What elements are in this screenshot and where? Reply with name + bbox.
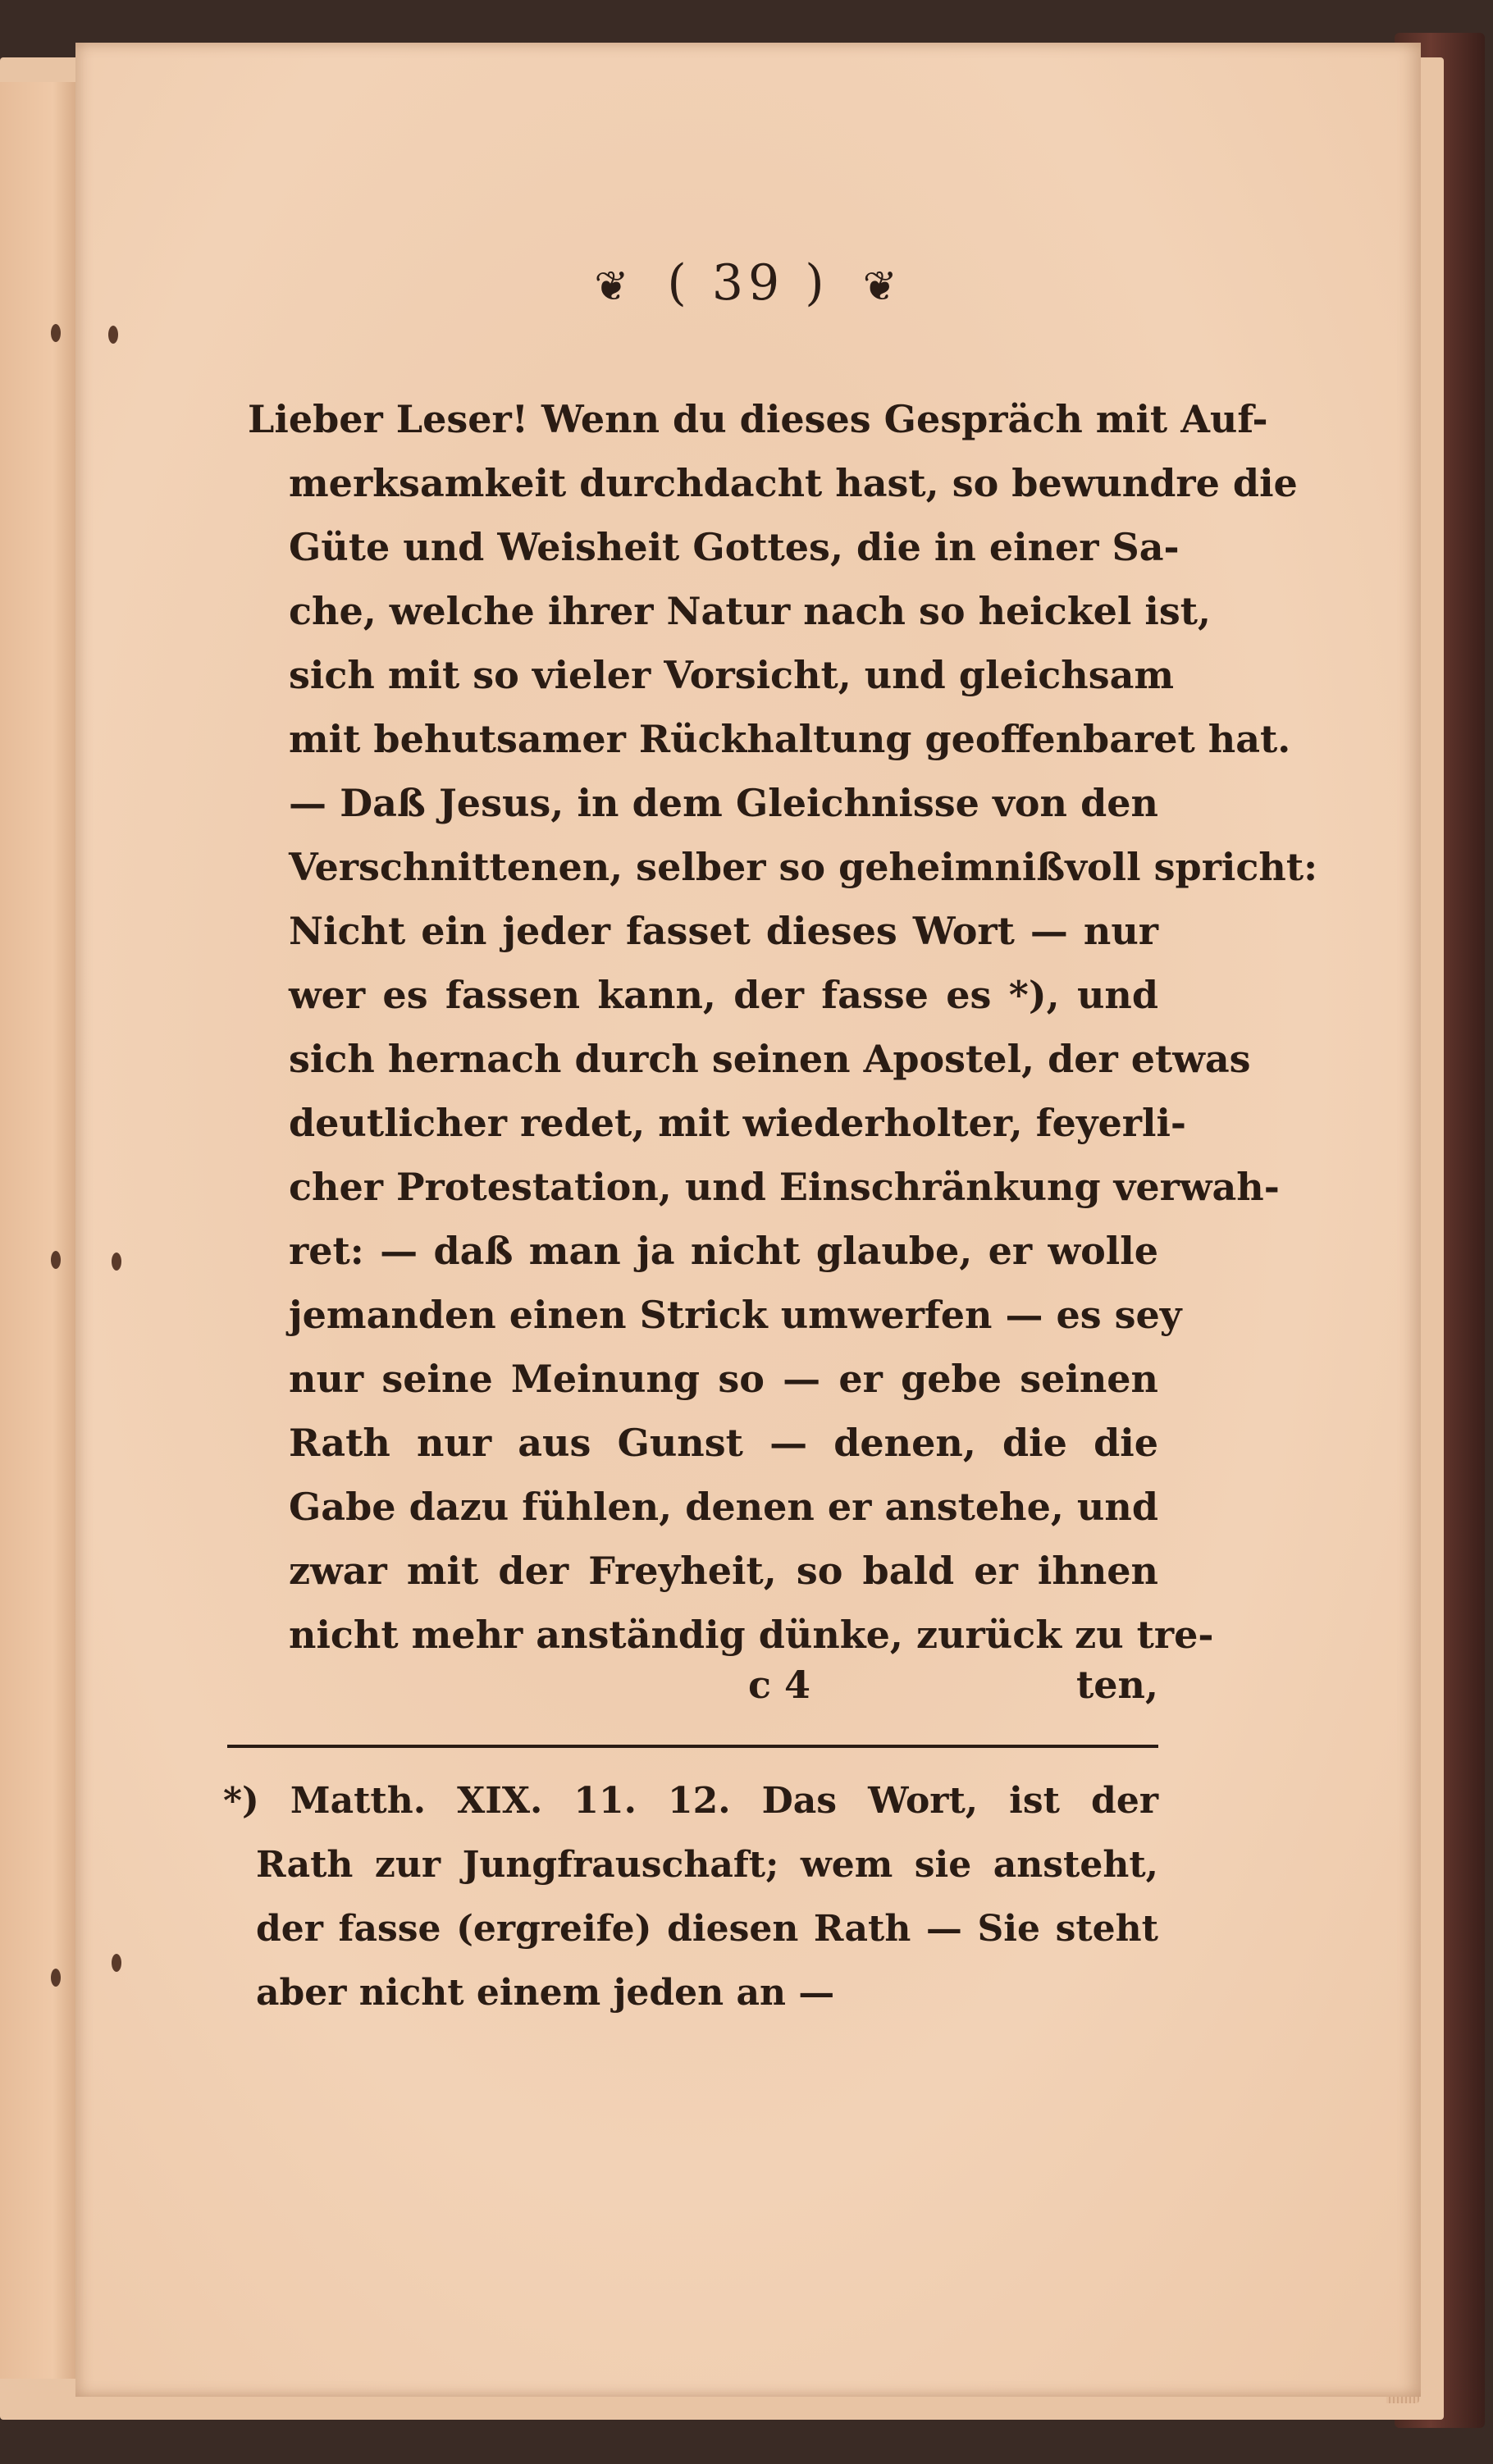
text-line: mit behutsamer Rückhaltung geoffenbaret hat.: [289, 717, 1291, 761]
text-line: Gabe dazu fühlen, denen er anstehe, und: [289, 1485, 1158, 1529]
footnote-rule: [227, 1745, 1158, 1748]
footnote-line: der fasse (ergreife) diesen Rath — Sie steht: [256, 1908, 1158, 1950]
body-text: [248, 387, 1318, 1667]
stitch-hole: [51, 324, 61, 342]
previous-page-edge: [0, 82, 77, 2379]
signature-mark: c 4: [748, 1663, 811, 1707]
stitch-hole: [108, 326, 118, 344]
text-line: che, welche ihrer Natur nach so heickel ist,: [289, 589, 1212, 633]
text-line: cher Protestation, und Einschränkung verwah-: [289, 1165, 1280, 1209]
flower-ornament-icon: ❦: [594, 262, 634, 311]
text-line: merksamkeit durchdacht hast, so bewundre die: [289, 461, 1298, 505]
text-line: Nicht ein jeder fasset dieses Wort — nur: [289, 909, 1158, 953]
footnote: [223, 1769, 1158, 2025]
text-line: jemanden einen Strick umwerfen — es sey: [289, 1293, 1182, 1337]
text-line: Verschnittenen, selber so geheimnißvoll spricht:: [289, 845, 1318, 889]
page-number: ( 39 ): [667, 254, 829, 312]
text-line: nicht mehr anständig dünke, zurück zu tre-: [289, 1613, 1214, 1657]
text-line: nur seine Meinung so — er gebe seinen: [289, 1357, 1158, 1401]
text-line: sich mit so vieler Vorsicht, und gleichsam: [289, 653, 1175, 697]
stitch-hole: [51, 1251, 61, 1269]
text-line: Rath nur aus Gunst — denen, die die: [289, 1421, 1158, 1465]
text-line: zwar mit der Freyheit, so bald er ihnen: [289, 1549, 1158, 1593]
text-line: deutlicher redet, mit wiederholter, feyerli-: [289, 1101, 1187, 1145]
stitch-hole: [112, 1253, 121, 1271]
text-line: Lieber Leser! Wenn du dieses Gespräch mit Auf-: [248, 397, 1268, 441]
flower-ornament-icon: ❦: [862, 262, 902, 311]
book-page: [75, 43, 1421, 2397]
catchword: ten,: [1076, 1663, 1158, 1707]
stitch-hole: [112, 1954, 121, 1972]
footnote-line: aber nicht einem jeden an —: [256, 1972, 835, 2014]
page-footer: [289, 1663, 1158, 1727]
text-line: Güte und Weisheit Gottes, die in einer Sa-: [289, 525, 1180, 569]
text-line: — Daß Jesus, in dem Gleichnisse von den: [289, 781, 1158, 825]
page-header: [75, 254, 1421, 312]
footnote-line: *) Matth. XIX. 11. 12. Das Wort, ist der: [223, 1780, 1158, 1822]
footnote-line: Rath zur Jungfrauschaft; wem sie ansteht,: [256, 1844, 1158, 1886]
stitch-hole: [51, 1969, 61, 1987]
text-line: sich hernach durch seinen Apostel, der etwas: [289, 1037, 1251, 1081]
text-line: wer es fassen kann, der fasse es *), und: [289, 973, 1158, 1017]
text-line: ret: — daß man ja nicht glaube, er wolle: [289, 1229, 1158, 1273]
